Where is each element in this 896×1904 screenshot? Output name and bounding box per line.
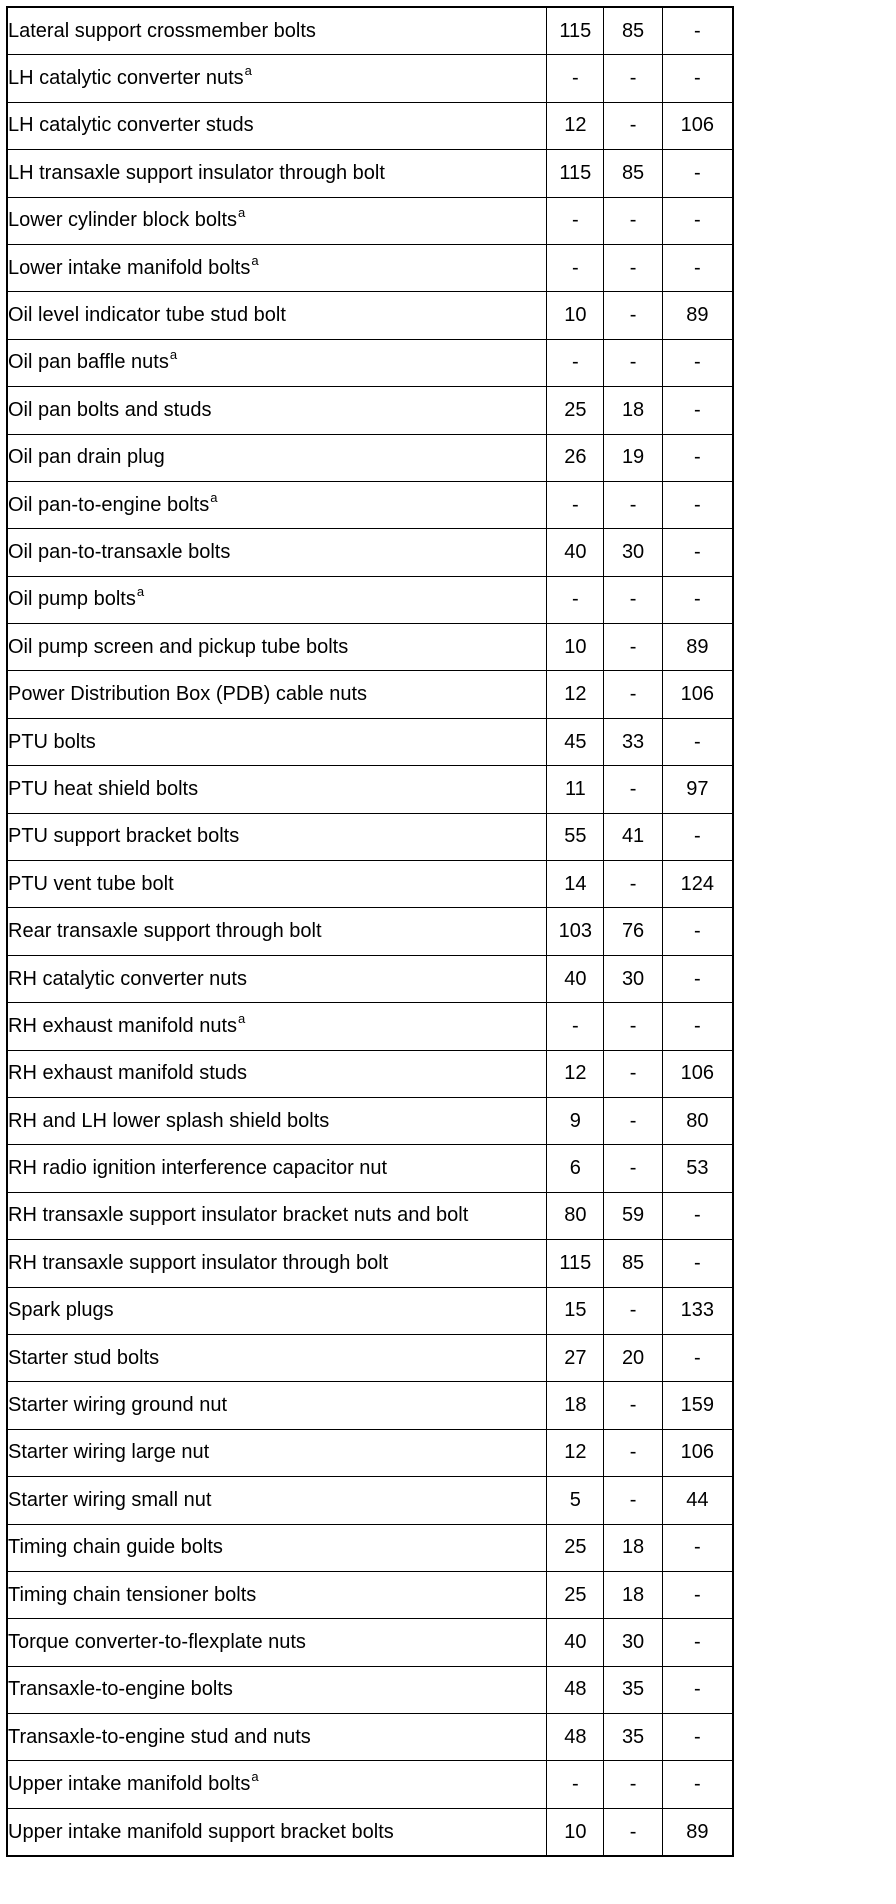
torque-value-lbft: -	[604, 624, 662, 671]
torque-value-nm: 115	[547, 150, 604, 197]
table-row	[7, 387, 733, 434]
component-description-cell	[7, 529, 547, 576]
torque-value-lbft: 85	[604, 1240, 662, 1287]
torque-value-lbft: -	[604, 1287, 662, 1334]
torque-value-nm: 5	[547, 1477, 604, 1524]
torque-value-nm: -	[547, 197, 604, 244]
component-description-cell	[7, 861, 547, 908]
torque-value-lbft: 30	[604, 1619, 662, 1666]
torque-specification-table	[6, 6, 734, 1857]
torque-value-lbin: -	[662, 1003, 733, 1050]
torque-value-lbin: -	[662, 434, 733, 481]
component-description-cell	[7, 150, 547, 197]
torque-value-lbft: -	[604, 197, 662, 244]
component-description: Lateral support crossmember bolts	[8, 19, 316, 42]
component-description-cell	[7, 1666, 547, 1713]
component-description-cell	[7, 55, 547, 102]
component-description-cell	[7, 1714, 547, 1761]
component-description: Power Distribution Box (PDB) cable nuts	[8, 683, 368, 706]
torque-value-lbin: -	[662, 1714, 733, 1761]
table-row	[7, 1714, 733, 1761]
torque-value-lbft: -	[604, 766, 662, 813]
table-row	[7, 1477, 733, 1524]
table-row	[7, 102, 733, 149]
torque-value-lbin: -	[662, 1571, 733, 1618]
component-description-cell	[7, 434, 547, 481]
torque-value-nm: -	[547, 244, 604, 291]
component-description: PTU support bracket bolts	[8, 825, 240, 848]
torque-value-lbin: -	[662, 1761, 733, 1808]
component-description-cell	[7, 955, 547, 1002]
torque-value-lbin: -	[662, 197, 733, 244]
table-row	[7, 1382, 733, 1429]
torque-value-lbft: 35	[604, 1714, 662, 1761]
torque-value-nm: 45	[547, 718, 604, 765]
component-description: Oil pan-to-transaxle bolts	[8, 540, 231, 563]
component-description: Rear transaxle support through bolt	[8, 920, 322, 943]
torque-value-lbin: -	[662, 1240, 733, 1287]
torque-value-nm: 25	[547, 387, 604, 434]
torque-value-lbft: 85	[604, 150, 662, 197]
component-description-cell	[7, 197, 547, 244]
component-description-cell	[7, 1477, 547, 1524]
footnote-marker: a	[210, 489, 218, 505]
component-description: Lower cylinder block bolts	[8, 209, 237, 232]
component-description: LH catalytic converter studs	[8, 114, 254, 137]
component-description-cell	[7, 339, 547, 386]
torque-value-lbft: 30	[604, 955, 662, 1002]
torque-value-lbin: -	[662, 55, 733, 102]
table-row	[7, 908, 733, 955]
torque-value-lbin: -	[662, 1619, 733, 1666]
component-description: Oil pan bolts and studs	[8, 398, 212, 421]
torque-value-nm: 12	[547, 1050, 604, 1097]
component-description-cell	[7, 387, 547, 434]
torque-value-nm: 25	[547, 1571, 604, 1618]
component-description-cell	[7, 671, 547, 718]
torque-value-lbin: -	[662, 955, 733, 1002]
component-description-cell	[7, 718, 547, 765]
table-row	[7, 955, 733, 1002]
component-description: Upper intake manifold bolts	[8, 1773, 251, 1796]
torque-value-lbin: -	[662, 576, 733, 623]
component-description-cell	[7, 1145, 547, 1192]
table-row	[7, 1571, 733, 1618]
torque-value-nm: 10	[547, 292, 604, 339]
torque-value-lbft: 76	[604, 908, 662, 955]
component-description: Starter wiring large nut	[8, 1441, 210, 1464]
component-description-cell	[7, 481, 547, 528]
table-row	[7, 150, 733, 197]
torque-value-nm: 10	[547, 624, 604, 671]
torque-value-nm: 12	[547, 102, 604, 149]
torque-value-nm: 12	[547, 1429, 604, 1476]
torque-value-lbin: 44	[662, 1477, 733, 1524]
torque-value-lbft: 85	[604, 7, 662, 55]
table-row	[7, 1619, 733, 1666]
table-row	[7, 766, 733, 813]
torque-value-nm: 25	[547, 1524, 604, 1571]
torque-value-lbft: -	[604, 292, 662, 339]
component-description: PTU heat shield bolts	[8, 777, 199, 800]
torque-value-lbft: -	[604, 861, 662, 908]
torque-value-nm: -	[547, 576, 604, 623]
component-description: Torque converter-to-flexplate nuts	[8, 1630, 306, 1653]
component-description-cell	[7, 1192, 547, 1239]
torque-value-lbin: 106	[662, 102, 733, 149]
torque-value-nm: -	[547, 481, 604, 528]
torque-value-nm: 48	[547, 1666, 604, 1713]
torque-value-lbin: 97	[662, 766, 733, 813]
footnote-marker: a	[169, 347, 178, 363]
torque-value-lbft: -	[604, 244, 662, 291]
torque-value-lbft: 41	[604, 813, 662, 860]
torque-value-lbft: -	[604, 339, 662, 386]
torque-value-lbin: -	[662, 718, 733, 765]
torque-value-lbft: -	[604, 481, 662, 528]
component-description: Transaxle-to-engine bolts	[8, 1678, 233, 1701]
torque-value-nm: 115	[547, 7, 604, 55]
table-row	[7, 671, 733, 718]
component-description-cell	[7, 1571, 547, 1618]
torque-value-lbin: 106	[662, 671, 733, 718]
component-description: RH transaxle support insulator bracket nuts and bolt	[8, 1204, 469, 1227]
torque-value-lbft: -	[604, 1382, 662, 1429]
component-description-cell	[7, 813, 547, 860]
table-row	[7, 1287, 733, 1334]
torque-value-lbin: -	[662, 244, 733, 291]
torque-value-lbin: -	[662, 1334, 733, 1381]
torque-value-nm: 103	[547, 908, 604, 955]
torque-value-lbft: 18	[604, 1571, 662, 1618]
table-row	[7, 434, 733, 481]
table-row	[7, 7, 733, 55]
torque-value-nm: 18	[547, 1382, 604, 1429]
torque-value-lbft: -	[604, 1429, 662, 1476]
table-row	[7, 624, 733, 671]
table-row	[7, 813, 733, 860]
torque-value-lbft: 19	[604, 434, 662, 481]
table-row	[7, 529, 733, 576]
component-description: PTU vent tube bolt	[8, 872, 174, 895]
torque-value-lbin: -	[662, 529, 733, 576]
torque-value-lbin: 80	[662, 1097, 733, 1144]
torque-value-lbin: 53	[662, 1145, 733, 1192]
torque-value-lbft: -	[604, 1097, 662, 1144]
torque-value-lbin: -	[662, 1192, 733, 1239]
component-description: Starter wiring ground nut	[8, 1394, 228, 1417]
component-description-cell	[7, 1097, 547, 1144]
component-description: Starter wiring small nut	[8, 1488, 212, 1511]
torque-value-lbin: -	[662, 1524, 733, 1571]
component-description: Oil pan-to-engine bolts	[8, 493, 210, 516]
torque-value-nm: -	[547, 339, 604, 386]
torque-value-lbin: -	[662, 481, 733, 528]
torque-value-lbin: -	[662, 339, 733, 386]
component-description: RH catalytic converter nuts	[8, 967, 247, 990]
torque-value-lbft: 59	[604, 1192, 662, 1239]
table-row	[7, 718, 733, 765]
footnote-marker: a	[251, 1769, 259, 1785]
table-row	[7, 339, 733, 386]
torque-value-lbin: 106	[662, 1050, 733, 1097]
torque-value-nm: 6	[547, 1145, 604, 1192]
table-row	[7, 481, 733, 528]
component-description-cell	[7, 576, 547, 623]
torque-value-nm: 40	[547, 1619, 604, 1666]
component-description: Transaxle-to-engine stud and nuts	[8, 1725, 311, 1748]
torque-value-nm: 15	[547, 1287, 604, 1334]
component-description-cell	[7, 102, 547, 149]
torque-value-nm: 26	[547, 434, 604, 481]
torque-value-lbft: -	[604, 671, 662, 718]
component-description-cell	[7, 1050, 547, 1097]
component-description: Oil pan baffle nuts	[8, 351, 169, 374]
component-description: Upper intake manifold support bracket bolts	[8, 1820, 394, 1843]
table-body	[7, 7, 733, 1856]
torque-value-lbft: -	[604, 1050, 662, 1097]
table-row	[7, 1097, 733, 1144]
torque-value-lbin: 89	[662, 624, 733, 671]
torque-value-lbin: 89	[662, 292, 733, 339]
table-row	[7, 1192, 733, 1239]
table-row	[7, 1050, 733, 1097]
torque-value-lbft: 18	[604, 387, 662, 434]
torque-value-lbin: -	[662, 1666, 733, 1713]
component-description: PTU bolts	[8, 730, 96, 753]
torque-value-lbft: -	[604, 1808, 662, 1856]
component-description: Oil level indicator tube stud bolt	[8, 304, 286, 327]
table-row	[7, 576, 733, 623]
torque-value-lbin: 106	[662, 1429, 733, 1476]
torque-value-nm: 14	[547, 861, 604, 908]
component-description: RH exhaust manifold nuts	[8, 1014, 238, 1037]
torque-value-nm: 9	[547, 1097, 604, 1144]
footnote-marker: a	[136, 584, 145, 600]
torque-value-lbin: -	[662, 7, 733, 55]
table-row	[7, 1666, 733, 1713]
component-description: RH transaxle support insulator through bolt	[8, 1251, 389, 1274]
torque-value-nm: 55	[547, 813, 604, 860]
torque-value-lbin: 89	[662, 1808, 733, 1856]
torque-value-lbft: -	[604, 576, 662, 623]
torque-value-nm: 12	[547, 671, 604, 718]
component-description: RH radio ignition interference capacitor nut	[8, 1157, 388, 1180]
component-description-cell	[7, 1287, 547, 1334]
torque-value-lbin: 124	[662, 861, 733, 908]
torque-value-lbft: -	[604, 1761, 662, 1808]
torque-value-lbin: 133	[662, 1287, 733, 1334]
component-description: Oil pan drain plug	[8, 446, 165, 469]
table-row	[7, 1240, 733, 1287]
component-description-cell	[7, 766, 547, 813]
component-description: Spark plugs	[8, 1299, 114, 1322]
component-description: LH catalytic converter nuts	[8, 67, 244, 90]
component-description-cell	[7, 292, 547, 339]
component-description: Oil pump bolts	[8, 588, 136, 611]
torque-value-lbin: -	[662, 387, 733, 434]
table-row	[7, 1524, 733, 1571]
torque-value-nm: 115	[547, 1240, 604, 1287]
torque-value-lbft: -	[604, 1145, 662, 1192]
torque-value-nm: -	[547, 55, 604, 102]
torque-value-lbft: 35	[604, 1666, 662, 1713]
footnote-marker: a	[238, 205, 246, 221]
torque-value-lbft: 30	[604, 529, 662, 576]
component-description-cell	[7, 1524, 547, 1571]
component-description-cell	[7, 7, 547, 55]
table-row	[7, 244, 733, 291]
torque-value-lbft: -	[604, 55, 662, 102]
torque-value-lbin: -	[662, 908, 733, 955]
table-row	[7, 1334, 733, 1381]
torque-value-nm: 27	[547, 1334, 604, 1381]
table-row	[7, 1429, 733, 1476]
torque-value-nm: 40	[547, 529, 604, 576]
component-description: Timing chain guide bolts	[8, 1536, 223, 1559]
component-description: Oil pump screen and pickup tube bolts	[8, 635, 349, 658]
table-row	[7, 1761, 733, 1808]
component-description-cell	[7, 908, 547, 955]
table-row	[7, 292, 733, 339]
component-description-cell	[7, 624, 547, 671]
torque-value-lbin: 159	[662, 1382, 733, 1429]
torque-value-lbft: 33	[604, 718, 662, 765]
torque-value-nm: -	[547, 1761, 604, 1808]
component-description-cell	[7, 1808, 547, 1856]
footnote-marker: a	[251, 252, 259, 268]
component-description: RH exhaust manifold studs	[8, 1062, 248, 1085]
component-description-cell	[7, 1240, 547, 1287]
component-description-cell	[7, 1429, 547, 1476]
component-description-cell	[7, 1619, 547, 1666]
component-description: Timing chain tensioner bolts	[8, 1583, 257, 1606]
torque-value-lbin: -	[662, 813, 733, 860]
footnote-marker: a	[244, 63, 252, 79]
table-row	[7, 861, 733, 908]
component-description-cell	[7, 1003, 547, 1050]
component-description: LH transaxle support insulator through bolt	[8, 161, 385, 184]
torque-value-nm: 80	[547, 1192, 604, 1239]
torque-value-nm: 48	[547, 1714, 604, 1761]
torque-value-lbin: -	[662, 150, 733, 197]
torque-value-lbft: -	[604, 102, 662, 149]
component-description: RH and LH lower splash shield bolts	[8, 1109, 330, 1132]
table-row	[7, 1003, 733, 1050]
component-description-cell	[7, 244, 547, 291]
table-row	[7, 55, 733, 102]
torque-value-lbft: 20	[604, 1334, 662, 1381]
torque-value-lbft: -	[604, 1477, 662, 1524]
torque-value-nm: 10	[547, 1808, 604, 1856]
torque-value-lbft: 18	[604, 1524, 662, 1571]
table-row	[7, 1145, 733, 1192]
table-row	[7, 197, 733, 244]
component-description-cell	[7, 1382, 547, 1429]
component-description: Starter stud bolts	[8, 1346, 160, 1369]
torque-value-nm: 11	[547, 766, 604, 813]
table-row	[7, 1808, 733, 1856]
component-description: Lower intake manifold bolts	[8, 256, 251, 279]
footnote-marker: a	[238, 1010, 246, 1026]
torque-value-lbft: -	[604, 1003, 662, 1050]
component-description-cell	[7, 1761, 547, 1808]
torque-value-nm: 40	[547, 955, 604, 1002]
torque-value-nm: -	[547, 1003, 604, 1050]
component-description-cell	[7, 1334, 547, 1381]
